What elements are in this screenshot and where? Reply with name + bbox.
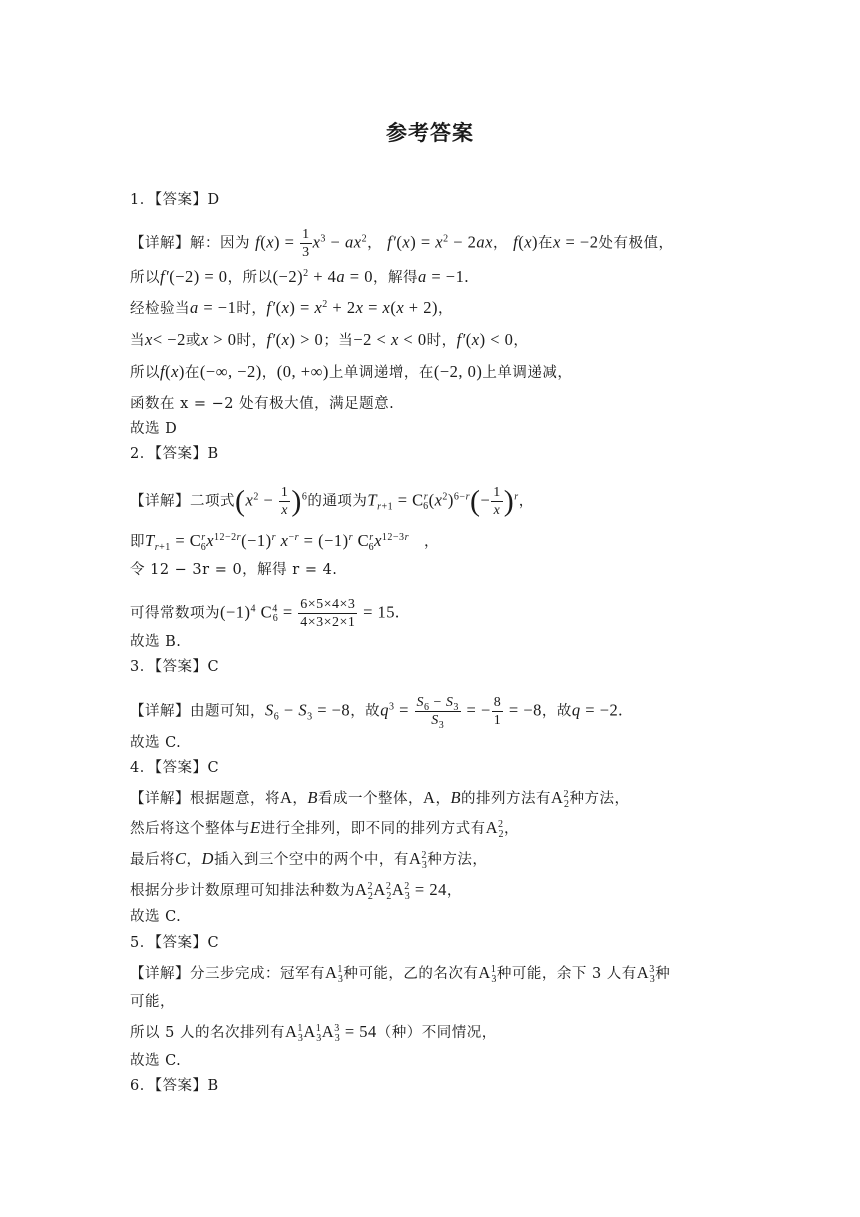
q1-detail-line5: 所以f(x)在(−∞, −2)，(0, +∞)上单调递增，在(−2, 0)上单调递减， [130,362,573,381]
q5-detail-line1: 【详解】分三步完成：冠军有$A^1_3$种可能，乙的名次有$A^1_3$种可能，余下 3 人有$A^3_3$种 [130,963,671,985]
q1-answer: 1．【答案】D [130,192,220,208]
q4-detail-line4: 根据分步计数原理可知排法种数为$A^2_2A^2_2A^2_3 = 24$， [130,880,462,902]
q4-choice: 故选 C. [130,909,182,925]
q2-answer: 2．【答案】B [130,446,219,462]
q3-choice: 故选 C. [130,735,182,751]
q4-detail-line3: 最后将C，D插入到三个空中的两个中，有$A^2_3$种方法， [130,849,488,871]
q5-detail-line3: 所以 5 人的名次排列有$A^1_3A^1_3A^3_3 = 54$（种）不同情况， [130,1022,497,1044]
q5-choice: 故选 C. [130,1053,182,1069]
q3-answer: 3．【答案】C [130,659,220,675]
q3-detail-line1: 【详解】由题可知，$S_6 - S_3 = -8$，故$q^3$ = $\frac{S_6 - S_3}{S_3}$ = − $\frac{8}{1}$ = −8，故q = −2. [130,695,623,731]
q1-detail-line3: 经检验当a = −1时，$f'(x) = x^2 + 2x = x(x + 2)$， [130,298,453,317]
q2-detail-line3: 令 12 − 3r = 0，解得 r = 4. [130,562,338,578]
q2-detail-line2: 即$T_{r+1} = C^r_6x^{12-2r}(-1)^r$ $x^{-r} = (-1)^r$ $C^r_6x^{12-3r}$ ， [130,531,439,553]
q5-detail-line2: 可能， [130,994,175,1010]
q1-detail-line2: 所以f′(−2) = 0，所以$(-2)^2 + 4a = 0$，解得a = −1. [130,267,469,286]
q6-answer: 6．【答案】B [130,1078,219,1094]
q1-choice: 故选 D [130,421,178,437]
q1-detail-line1: 【详解】解：因为 f(x) = $\frac{1}{3}$ $x^3 - ax^2$， $f'(x) = x^2 - 2ax$， f(x)在x = −2处有极值， [130,227,674,260]
q2-detail-line1: 【详解】二项式($x^2$ − $\frac{1}{x}$ )$^6$的通项为$T_{r+1} = C^r_6(x^2)^{6-r}(-$ $\frac{1}{x}$ )$^r$， [130,484,534,518]
q2-choice: 故选 B. [130,634,182,650]
q4-answer: 4．【答案】C [130,760,220,776]
q1-detail-line4: 当x< −2或x > 0时，f′(x) > 0；当−2 < x < 0时，f′(x) < 0， [130,330,529,349]
q1-detail-line6: 函数在 x = −2 处有极大值，满足题意. [130,396,395,412]
q5-answer: 5．【答案】C [130,935,220,951]
q4-detail-line1: 【详解】根据题意，将A，B看成一个整体，A，B的排列方法有$A^2_2$种方法， [130,788,630,810]
q2-detail-line4: 可得常数项为$(-1)^4$ $C^4_6$ = $\frac{6\times 5\times 4\times 3}{4\times 3\times 2\times 1}$ = 15. [130,597,400,630]
page-title: 参考答案 [386,121,474,145]
q4-detail-line2: 然后将这个整体与E进行全排列，即不同的排列方式有$A^2_2$， [130,818,520,840]
